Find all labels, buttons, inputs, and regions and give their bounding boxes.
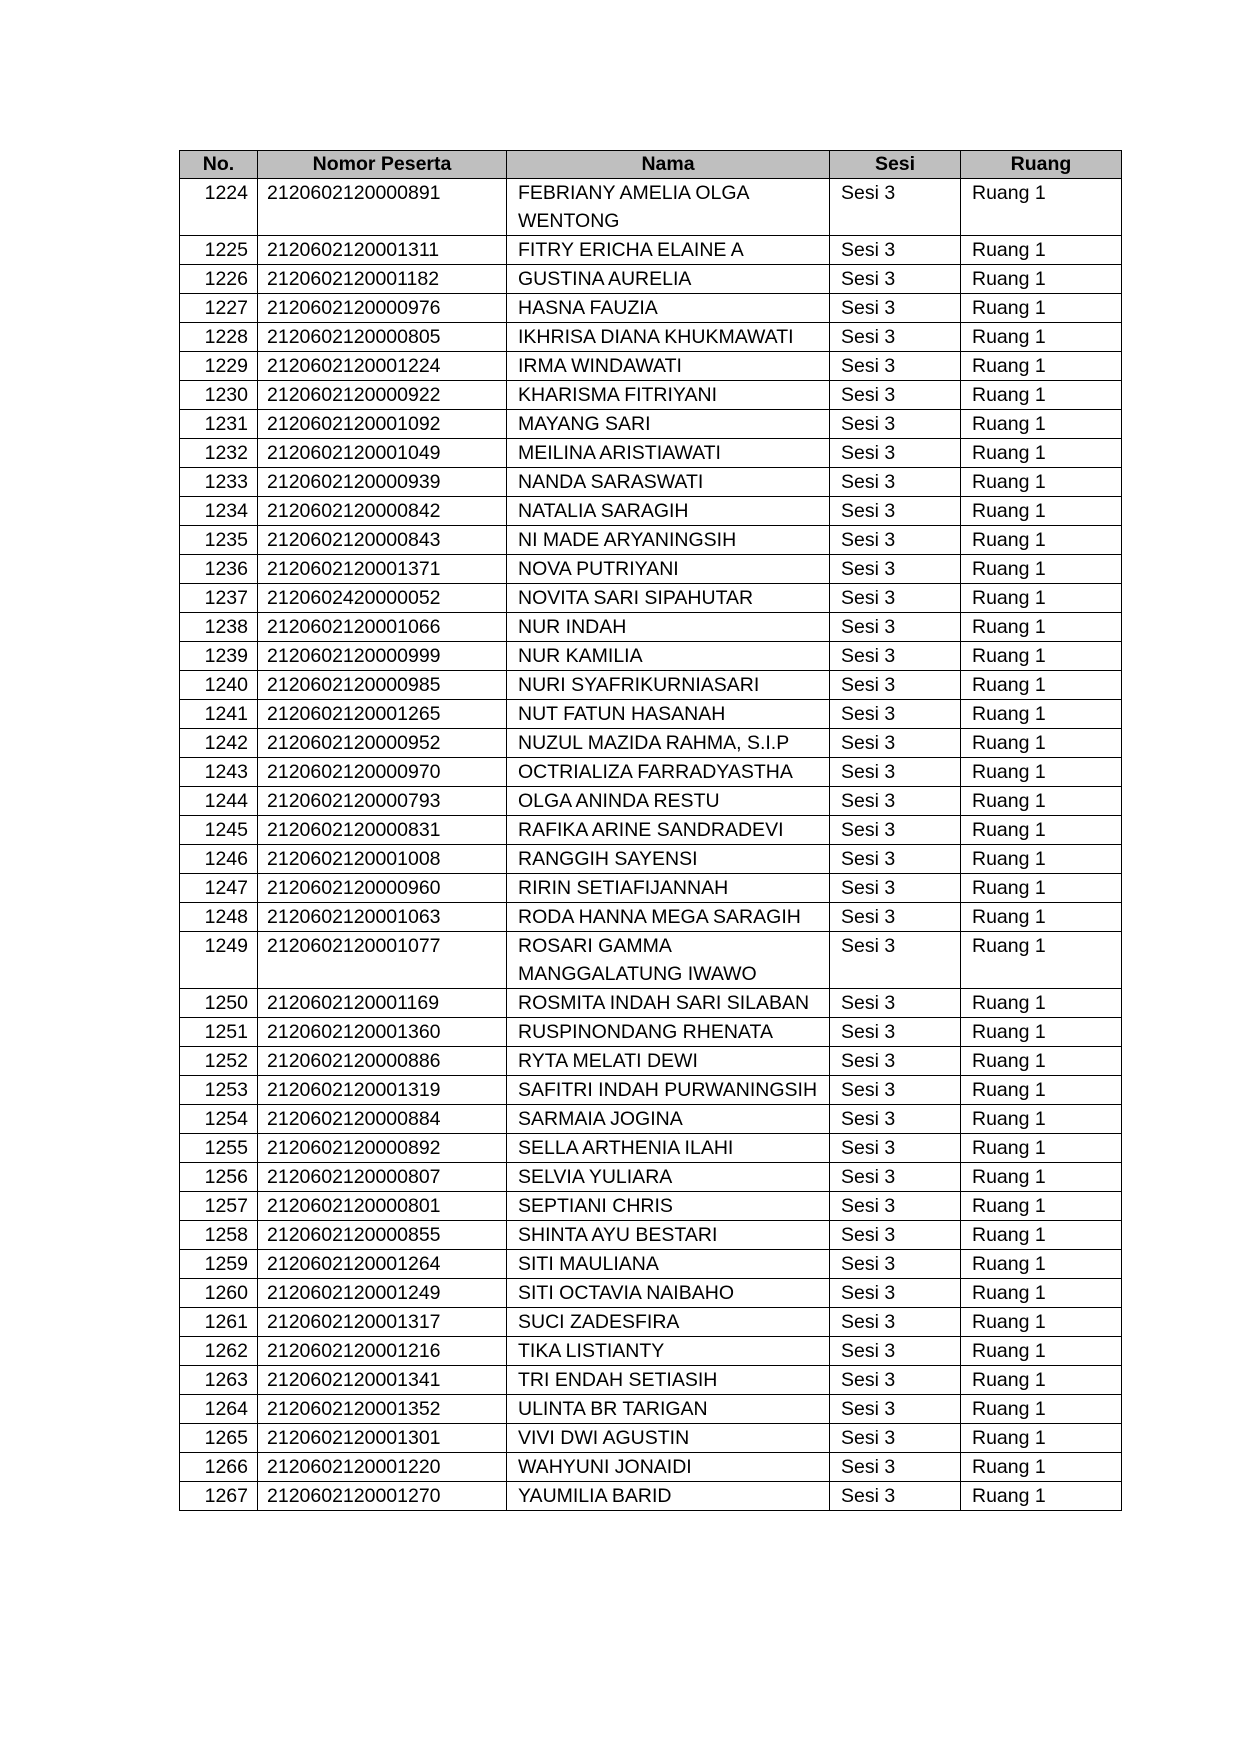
- table-row: [180, 265, 1122, 294]
- cell-sesi: Sesi 3: [830, 1163, 961, 1192]
- cell-no: 1244: [180, 787, 258, 816]
- cell-no: 1232: [180, 439, 258, 468]
- cell-no: 1245: [180, 816, 258, 845]
- cell-sesi: Sesi 3: [830, 1047, 961, 1076]
- cell-nama: NOVA PUTRIYANI: [507, 555, 830, 584]
- cell-sesi: Sesi 3: [830, 1076, 961, 1105]
- cell-nama: FEBRIANY AMELIA OLGA WENTONG: [507, 179, 830, 236]
- cell-no: 1231: [180, 410, 258, 439]
- cell-no: 1247: [180, 874, 258, 903]
- table-row: [180, 323, 1122, 352]
- header-row: [180, 151, 1122, 179]
- cell-sesi: Sesi 3: [830, 1308, 961, 1337]
- header-no: No.: [180, 151, 258, 179]
- cell-no: 1254: [180, 1105, 258, 1134]
- table-row: [180, 758, 1122, 787]
- table-body: [180, 179, 1122, 1511]
- cell-nama: ROSARI GAMMA MANGGALATUNG IWAWO: [507, 932, 830, 989]
- table-row: [180, 642, 1122, 671]
- cell-sesi: Sesi 3: [830, 613, 961, 642]
- cell-sesi: Sesi 3: [830, 1105, 961, 1134]
- cell-nama: SEPTIANI CHRIS: [507, 1192, 830, 1221]
- table-row: [180, 294, 1122, 323]
- cell-ruang: Ruang 1: [961, 439, 1122, 468]
- table-row: [180, 497, 1122, 526]
- cell-sesi: Sesi 3: [830, 787, 961, 816]
- cell-no: 1238: [180, 613, 258, 642]
- cell-nama: SARMAIA JOGINA: [507, 1105, 830, 1134]
- cell-no: 1248: [180, 903, 258, 932]
- cell-sesi: Sesi 3: [830, 758, 961, 787]
- table-row: [180, 1076, 1122, 1105]
- cell-no: 1260: [180, 1279, 258, 1308]
- cell-sesi: Sesi 3: [830, 265, 961, 294]
- cell-no: 1225: [180, 236, 258, 265]
- cell-ruang: Ruang 1: [961, 989, 1122, 1018]
- cell-nomor-peserta: 2120602120000976: [258, 294, 507, 323]
- cell-no: 1258: [180, 1221, 258, 1250]
- cell-ruang: Ruang 1: [961, 903, 1122, 932]
- cell-nama: SUCI ZADESFIRA: [507, 1308, 830, 1337]
- cell-no: 1224: [180, 179, 258, 236]
- cell-ruang: Ruang 1: [961, 1076, 1122, 1105]
- cell-nomor-peserta: 2120602120000892: [258, 1134, 507, 1163]
- cell-ruang: Ruang 1: [961, 1192, 1122, 1221]
- cell-sesi: Sesi 3: [830, 1018, 961, 1047]
- cell-ruang: Ruang 1: [961, 1163, 1122, 1192]
- cell-nomor-peserta: 2120602120000891: [258, 179, 507, 236]
- cell-no: 1249: [180, 932, 258, 989]
- cell-no: 1240: [180, 671, 258, 700]
- cell-no: 1235: [180, 526, 258, 555]
- cell-nama: NANDA SARASWATI: [507, 468, 830, 497]
- table-row: [180, 555, 1122, 584]
- table-row: [180, 989, 1122, 1018]
- table-row: [180, 729, 1122, 758]
- cell-ruang: Ruang 1: [961, 468, 1122, 497]
- header-nama: Nama: [507, 151, 830, 179]
- table-row: [180, 1337, 1122, 1366]
- cell-nomor-peserta: 2120602120001301: [258, 1424, 507, 1453]
- cell-nomor-peserta: 2120602120000793: [258, 787, 507, 816]
- cell-no: 1253: [180, 1076, 258, 1105]
- cell-sesi: Sesi 3: [830, 642, 961, 671]
- cell-nomor-peserta: 2120602120001169: [258, 989, 507, 1018]
- cell-nama: MEILINA ARISTIAWATI: [507, 439, 830, 468]
- cell-ruang: Ruang 1: [961, 1395, 1122, 1424]
- cell-nomor-peserta: 2120602120001265: [258, 700, 507, 729]
- cell-ruang: Ruang 1: [961, 816, 1122, 845]
- cell-nomor-peserta: 2120602120001092: [258, 410, 507, 439]
- cell-ruang: Ruang 1: [961, 613, 1122, 642]
- cell-ruang: Ruang 1: [961, 265, 1122, 294]
- cell-no: 1266: [180, 1453, 258, 1482]
- table-row: [180, 1424, 1122, 1453]
- cell-sesi: Sesi 3: [830, 352, 961, 381]
- cell-nomor-peserta: 2120602120000855: [258, 1221, 507, 1250]
- cell-ruang: Ruang 1: [961, 1424, 1122, 1453]
- cell-nomor-peserta: 2120602120000970: [258, 758, 507, 787]
- cell-ruang: Ruang 1: [961, 1453, 1122, 1482]
- cell-no: 1228: [180, 323, 258, 352]
- cell-no: 1251: [180, 1018, 258, 1047]
- table-row: [180, 903, 1122, 932]
- cell-nama: OCTRIALIZA FARRADYASTHA: [507, 758, 830, 787]
- cell-nama: ROSMITA INDAH SARI SILABAN: [507, 989, 830, 1018]
- cell-nomor-peserta: 2120602120000843: [258, 526, 507, 555]
- table-row: [180, 584, 1122, 613]
- table-row: [180, 1482, 1122, 1511]
- cell-ruang: Ruang 1: [961, 1105, 1122, 1134]
- table-row: [180, 1250, 1122, 1279]
- cell-ruang: Ruang 1: [961, 1134, 1122, 1163]
- table-row: [180, 1163, 1122, 1192]
- cell-ruang: Ruang 1: [961, 642, 1122, 671]
- cell-ruang: Ruang 1: [961, 932, 1122, 989]
- cell-ruang: Ruang 1: [961, 874, 1122, 903]
- cell-nama: FITRY ERICHA ELAINE A: [507, 236, 830, 265]
- cell-no: 1262: [180, 1337, 258, 1366]
- cell-ruang: Ruang 1: [961, 1221, 1122, 1250]
- cell-nama: NUR KAMILIA: [507, 642, 830, 671]
- cell-ruang: Ruang 1: [961, 352, 1122, 381]
- cell-nomor-peserta: 2120602120000960: [258, 874, 507, 903]
- cell-nama: NUZUL MAZIDA RAHMA, S.I.P: [507, 729, 830, 758]
- cell-sesi: Sesi 3: [830, 294, 961, 323]
- cell-nomor-peserta: 2120602120000842: [258, 497, 507, 526]
- cell-nama: MAYANG SARI: [507, 410, 830, 439]
- cell-nama: SELLA ARTHENIA ILAHI: [507, 1134, 830, 1163]
- cell-nama: SHINTA AYU BESTARI: [507, 1221, 830, 1250]
- cell-nama: SITI OCTAVIA NAIBAHO: [507, 1279, 830, 1308]
- cell-ruang: Ruang 1: [961, 758, 1122, 787]
- table-row: [180, 381, 1122, 410]
- cell-sesi: Sesi 3: [830, 1453, 961, 1482]
- cell-no: 1264: [180, 1395, 258, 1424]
- cell-nomor-peserta: 2120602120001008: [258, 845, 507, 874]
- cell-sesi: Sesi 3: [830, 584, 961, 613]
- table-row: [180, 526, 1122, 555]
- cell-sesi: Sesi 3: [830, 903, 961, 932]
- cell-nama: IRMA WINDAWATI: [507, 352, 830, 381]
- cell-ruang: Ruang 1: [961, 1308, 1122, 1337]
- table-row: [180, 468, 1122, 497]
- cell-sesi: Sesi 3: [830, 1250, 961, 1279]
- cell-nomor-peserta: 2120602120001264: [258, 1250, 507, 1279]
- cell-no: 1261: [180, 1308, 258, 1337]
- cell-nama: KHARISMA FITRIYANI: [507, 381, 830, 410]
- cell-sesi: Sesi 3: [830, 179, 961, 236]
- cell-nama: TRI ENDAH SETIASIH: [507, 1366, 830, 1395]
- cell-no: 1246: [180, 845, 258, 874]
- table-row: [180, 787, 1122, 816]
- table-row: [180, 1105, 1122, 1134]
- cell-no: 1242: [180, 729, 258, 758]
- cell-ruang: Ruang 1: [961, 1482, 1122, 1511]
- cell-no: 1233: [180, 468, 258, 497]
- cell-nama: RUSPINONDANG RHENATA: [507, 1018, 830, 1047]
- cell-nama: OLGA ANINDA RESTU: [507, 787, 830, 816]
- cell-nama: NOVITA SARI SIPAHUTAR: [507, 584, 830, 613]
- cell-no: 1229: [180, 352, 258, 381]
- cell-ruang: Ruang 1: [961, 1018, 1122, 1047]
- cell-nama: SITI MAULIANA: [507, 1250, 830, 1279]
- cell-nomor-peserta: 2120602120001077: [258, 932, 507, 989]
- cell-nomor-peserta: 2120602120001371: [258, 555, 507, 584]
- cell-sesi: Sesi 3: [830, 1366, 961, 1395]
- cell-nama: ULINTA BR TARIGAN: [507, 1395, 830, 1424]
- cell-ruang: Ruang 1: [961, 1279, 1122, 1308]
- cell-sesi: Sesi 3: [830, 932, 961, 989]
- cell-sesi: Sesi 3: [830, 671, 961, 700]
- cell-nomor-peserta: 2120602120001360: [258, 1018, 507, 1047]
- cell-nomor-peserta: 2120602120001216: [258, 1337, 507, 1366]
- cell-sesi: Sesi 3: [830, 1134, 961, 1163]
- table-row: [180, 1366, 1122, 1395]
- cell-no: 1236: [180, 555, 258, 584]
- cell-no: 1256: [180, 1163, 258, 1192]
- cell-nama: SELVIA YULIARA: [507, 1163, 830, 1192]
- cell-no: 1237: [180, 584, 258, 613]
- cell-no: 1226: [180, 265, 258, 294]
- cell-nama: YAUMILIA BARID: [507, 1482, 830, 1511]
- cell-ruang: Ruang 1: [961, 1366, 1122, 1395]
- cell-sesi: Sesi 3: [830, 845, 961, 874]
- table-row: [180, 236, 1122, 265]
- cell-ruang: Ruang 1: [961, 555, 1122, 584]
- table-row: [180, 816, 1122, 845]
- cell-nomor-peserta: 2120602120000999: [258, 642, 507, 671]
- cell-no: 1234: [180, 497, 258, 526]
- cell-sesi: Sesi 3: [830, 323, 961, 352]
- cell-nomor-peserta: 2120602120000985: [258, 671, 507, 700]
- cell-ruang: Ruang 1: [961, 1047, 1122, 1076]
- cell-no: 1230: [180, 381, 258, 410]
- cell-nama: RYTA MELATI DEWI: [507, 1047, 830, 1076]
- table-row: [180, 1279, 1122, 1308]
- cell-sesi: Sesi 3: [830, 729, 961, 758]
- cell-nomor-peserta: 2120602120001182: [258, 265, 507, 294]
- table-row: [180, 410, 1122, 439]
- cell-no: 1267: [180, 1482, 258, 1511]
- cell-no: 1252: [180, 1047, 258, 1076]
- cell-ruang: Ruang 1: [961, 179, 1122, 236]
- cell-nomor-peserta: 2120602120001317: [258, 1308, 507, 1337]
- cell-sesi: Sesi 3: [830, 439, 961, 468]
- cell-nomor-peserta: 2120602120001311: [258, 236, 507, 265]
- cell-no: 1250: [180, 989, 258, 1018]
- cell-nomor-peserta: 2120602120000884: [258, 1105, 507, 1134]
- cell-sesi: Sesi 3: [830, 236, 961, 265]
- table-row: [180, 179, 1122, 236]
- cell-nama: VIVI DWI AGUSTIN: [507, 1424, 830, 1453]
- cell-nomor-peserta: 2120602120001352: [258, 1395, 507, 1424]
- cell-ruang: Ruang 1: [961, 526, 1122, 555]
- cell-sesi: Sesi 3: [830, 1221, 961, 1250]
- cell-nama: NI MADE ARYANINGSIH: [507, 526, 830, 555]
- cell-nama: HASNA FAUZIA: [507, 294, 830, 323]
- cell-nomor-peserta: 2120602120000807: [258, 1163, 507, 1192]
- cell-nama: NUT FATUN HASANAH: [507, 700, 830, 729]
- cell-sesi: Sesi 3: [830, 526, 961, 555]
- cell-sesi: Sesi 3: [830, 1279, 961, 1308]
- cell-sesi: Sesi 3: [830, 1424, 961, 1453]
- cell-ruang: Ruang 1: [961, 381, 1122, 410]
- cell-no: 1243: [180, 758, 258, 787]
- table-row: [180, 1221, 1122, 1250]
- cell-no: 1255: [180, 1134, 258, 1163]
- table-header: [180, 151, 1122, 179]
- header-ruang: Ruang: [961, 151, 1122, 179]
- cell-sesi: Sesi 3: [830, 1395, 961, 1424]
- table-row: [180, 845, 1122, 874]
- cell-sesi: Sesi 3: [830, 816, 961, 845]
- cell-nama: SAFITRI INDAH PURWANINGSIH: [507, 1076, 830, 1105]
- cell-nomor-peserta: 2120602120001249: [258, 1279, 507, 1308]
- table-row: [180, 1395, 1122, 1424]
- cell-sesi: Sesi 3: [830, 381, 961, 410]
- cell-nama: NUR INDAH: [507, 613, 830, 642]
- cell-sesi: Sesi 3: [830, 1192, 961, 1221]
- cell-nomor-peserta: 2120602120001341: [258, 1366, 507, 1395]
- cell-nama: WAHYUNI JONAIDI: [507, 1453, 830, 1482]
- table-row: [180, 932, 1122, 989]
- cell-nama: NURI SYAFRIKURNIASARI: [507, 671, 830, 700]
- cell-sesi: Sesi 3: [830, 410, 961, 439]
- cell-ruang: Ruang 1: [961, 294, 1122, 323]
- cell-ruang: Ruang 1: [961, 236, 1122, 265]
- cell-nomor-peserta: 2120602120000805: [258, 323, 507, 352]
- cell-sesi: Sesi 3: [830, 468, 961, 497]
- cell-ruang: Ruang 1: [961, 410, 1122, 439]
- cell-nomor-peserta: 2120602120001224: [258, 352, 507, 381]
- cell-nomor-peserta: 2120602120000939: [258, 468, 507, 497]
- cell-nomor-peserta: 2120602120001220: [258, 1453, 507, 1482]
- table-row: [180, 874, 1122, 903]
- cell-nama: RIRIN SETIAFIJANNAH: [507, 874, 830, 903]
- cell-no: 1227: [180, 294, 258, 323]
- cell-nomor-peserta: 2120602120001066: [258, 613, 507, 642]
- cell-nama: RODA HANNA MEGA SARAGIH: [507, 903, 830, 932]
- cell-sesi: Sesi 3: [830, 700, 961, 729]
- cell-nomor-peserta: 2120602420000052: [258, 584, 507, 613]
- cell-ruang: Ruang 1: [961, 845, 1122, 874]
- cell-ruang: Ruang 1: [961, 671, 1122, 700]
- cell-nama: RANGGIH SAYENSI: [507, 845, 830, 874]
- cell-nama: GUSTINA AURELIA: [507, 265, 830, 294]
- cell-ruang: Ruang 1: [961, 497, 1122, 526]
- cell-nomor-peserta: 2120602120000801: [258, 1192, 507, 1221]
- cell-ruang: Ruang 1: [961, 584, 1122, 613]
- table-row: [180, 352, 1122, 381]
- cell-no: 1257: [180, 1192, 258, 1221]
- cell-sesi: Sesi 3: [830, 555, 961, 584]
- table-row: [180, 1134, 1122, 1163]
- cell-no: 1265: [180, 1424, 258, 1453]
- table-row: [180, 1308, 1122, 1337]
- cell-nomor-peserta: 2120602120000886: [258, 1047, 507, 1076]
- cell-no: 1239: [180, 642, 258, 671]
- cell-nomor-peserta: 2120602120000831: [258, 816, 507, 845]
- cell-sesi: Sesi 3: [830, 1482, 961, 1511]
- table-row: [180, 700, 1122, 729]
- cell-no: 1259: [180, 1250, 258, 1279]
- cell-nomor-peserta: 2120602120000952: [258, 729, 507, 758]
- table-row: [180, 671, 1122, 700]
- cell-nomor-peserta: 2120602120001319: [258, 1076, 507, 1105]
- cell-nomor-peserta: 2120602120000922: [258, 381, 507, 410]
- cell-nomor-peserta: 2120602120001049: [258, 439, 507, 468]
- table-row: [180, 1047, 1122, 1076]
- cell-nama: IKHRISA DIANA KHUKMAWATI: [507, 323, 830, 352]
- cell-no: 1263: [180, 1366, 258, 1395]
- cell-nomor-peserta: 2120602120001270: [258, 1482, 507, 1511]
- cell-sesi: Sesi 3: [830, 874, 961, 903]
- header-nomor-peserta: Nomor Peserta: [258, 151, 507, 179]
- table-row: [180, 1192, 1122, 1221]
- table-row: [180, 439, 1122, 468]
- cell-sesi: Sesi 3: [830, 1337, 961, 1366]
- cell-nama: RAFIKA ARINE SANDRADEVI: [507, 816, 830, 845]
- table-row: [180, 1453, 1122, 1482]
- header-sesi: Sesi: [830, 151, 961, 179]
- cell-sesi: Sesi 3: [830, 989, 961, 1018]
- cell-ruang: Ruang 1: [961, 700, 1122, 729]
- cell-sesi: Sesi 3: [830, 497, 961, 526]
- cell-nama: NATALIA SARAGIH: [507, 497, 830, 526]
- cell-ruang: Ruang 1: [961, 1337, 1122, 1366]
- table-row: [180, 1018, 1122, 1047]
- cell-ruang: Ruang 1: [961, 787, 1122, 816]
- cell-ruang: Ruang 1: [961, 323, 1122, 352]
- cell-nomor-peserta: 2120602120001063: [258, 903, 507, 932]
- table-row: [180, 613, 1122, 642]
- cell-ruang: Ruang 1: [961, 1250, 1122, 1279]
- cell-nama: TIKA LISTIANTY: [507, 1337, 830, 1366]
- participant-table: [179, 150, 1122, 1511]
- cell-no: 1241: [180, 700, 258, 729]
- cell-ruang: Ruang 1: [961, 729, 1122, 758]
